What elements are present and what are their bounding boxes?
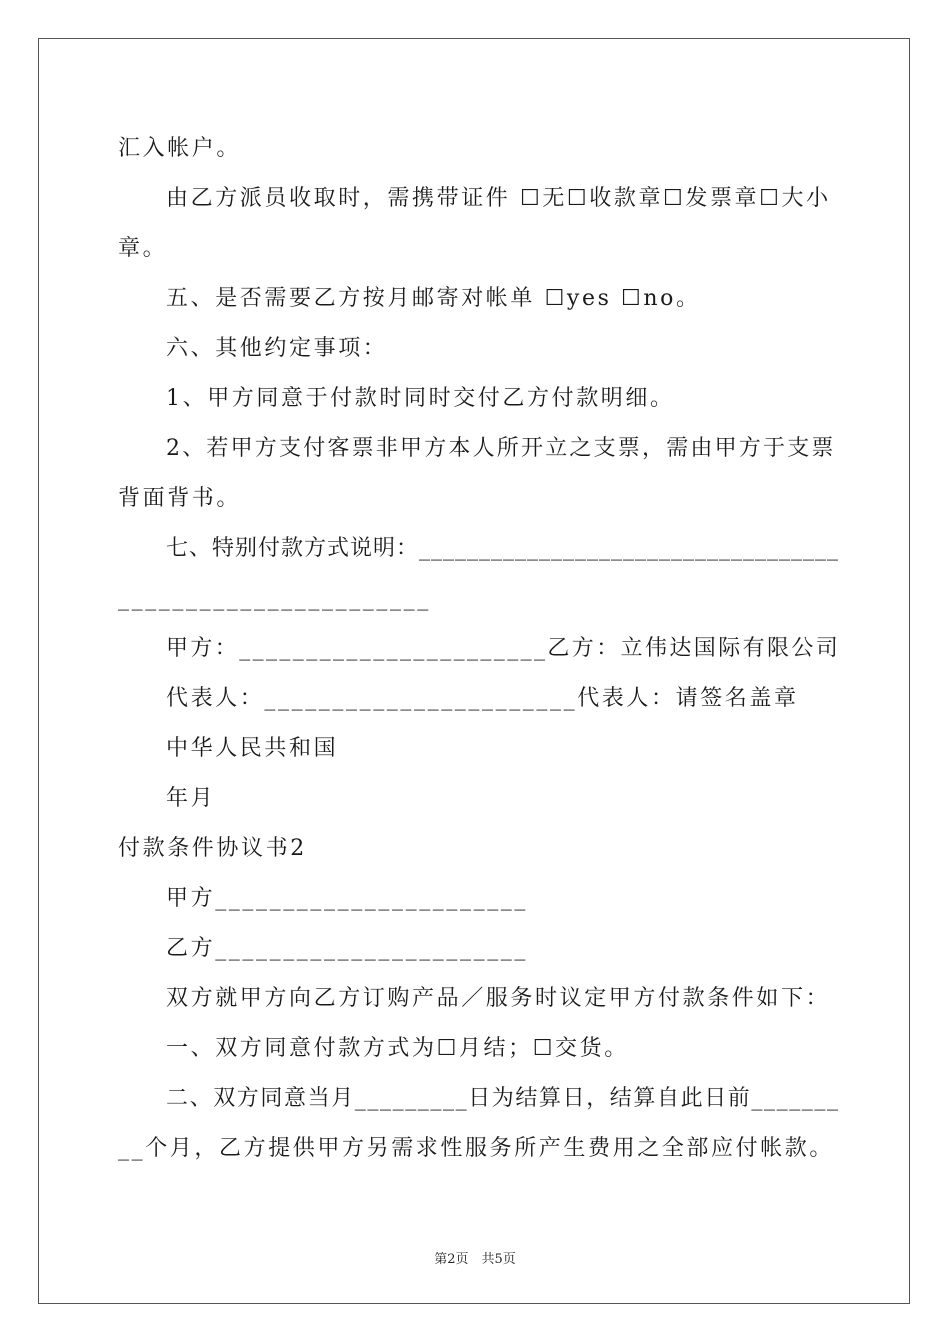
paragraph-line: 二、双方同意当月_________日为结算日，结算自此日前_______ <box>166 1086 840 1111</box>
paragraph-line: 汇入帐户。 <box>118 136 242 161</box>
page-border <box>38 38 910 1304</box>
paragraph-line: 背面背书。 <box>118 486 242 511</box>
signature-line: 代表人：_______________________代表人：请签名盖章 <box>166 686 799 711</box>
paragraph-line: 章。 <box>118 236 168 261</box>
paragraph-line: 双方就甲方向乙方订购产品／服务时议定甲方付款条件如下： <box>166 986 831 1011</box>
party-line: 乙方_______________________ <box>166 936 528 961</box>
signature-line: 甲方：_______________________乙方：立伟达国际有限公司 <box>166 636 841 661</box>
paragraph-line: 六、其他约定事项： <box>166 336 388 361</box>
paragraph-line: 五、是否需要乙方按月邮寄对帐单 ☐yes ☐no。 <box>166 286 701 311</box>
section-title: 付款条件协议书2 <box>118 836 307 861</box>
paragraph-line: 年月 <box>166 786 216 811</box>
paragraph-line: 1、甲方同意于付款时同时交付乙方付款明细。 <box>166 386 675 411</box>
blank-line: _______________________ <box>118 586 431 611</box>
paragraph-line: __个月，乙方提供甲方另需求性服务所产生费用之全部应付帐款。 <box>118 1136 835 1161</box>
party-line: 甲方_______________________ <box>166 886 528 911</box>
page-number: 第2页 共5页 <box>434 1252 516 1267</box>
paragraph-line: 七、特别付款方式说明：___________________________________ <box>166 536 840 561</box>
paragraph-line: 一、双方同意付款方式为☐月结；☐交货。 <box>166 1036 629 1061</box>
paragraph-line: 2、若甲方支付客票非甲方本人所开立之支票，需由甲方于支票 <box>166 436 836 461</box>
paragraph-line: 中华人民共和国 <box>166 736 339 761</box>
paragraph-line: 由乙方派员收取时，需携带证件 ☐无☐收款章☐发票章☐大小 <box>166 186 831 211</box>
